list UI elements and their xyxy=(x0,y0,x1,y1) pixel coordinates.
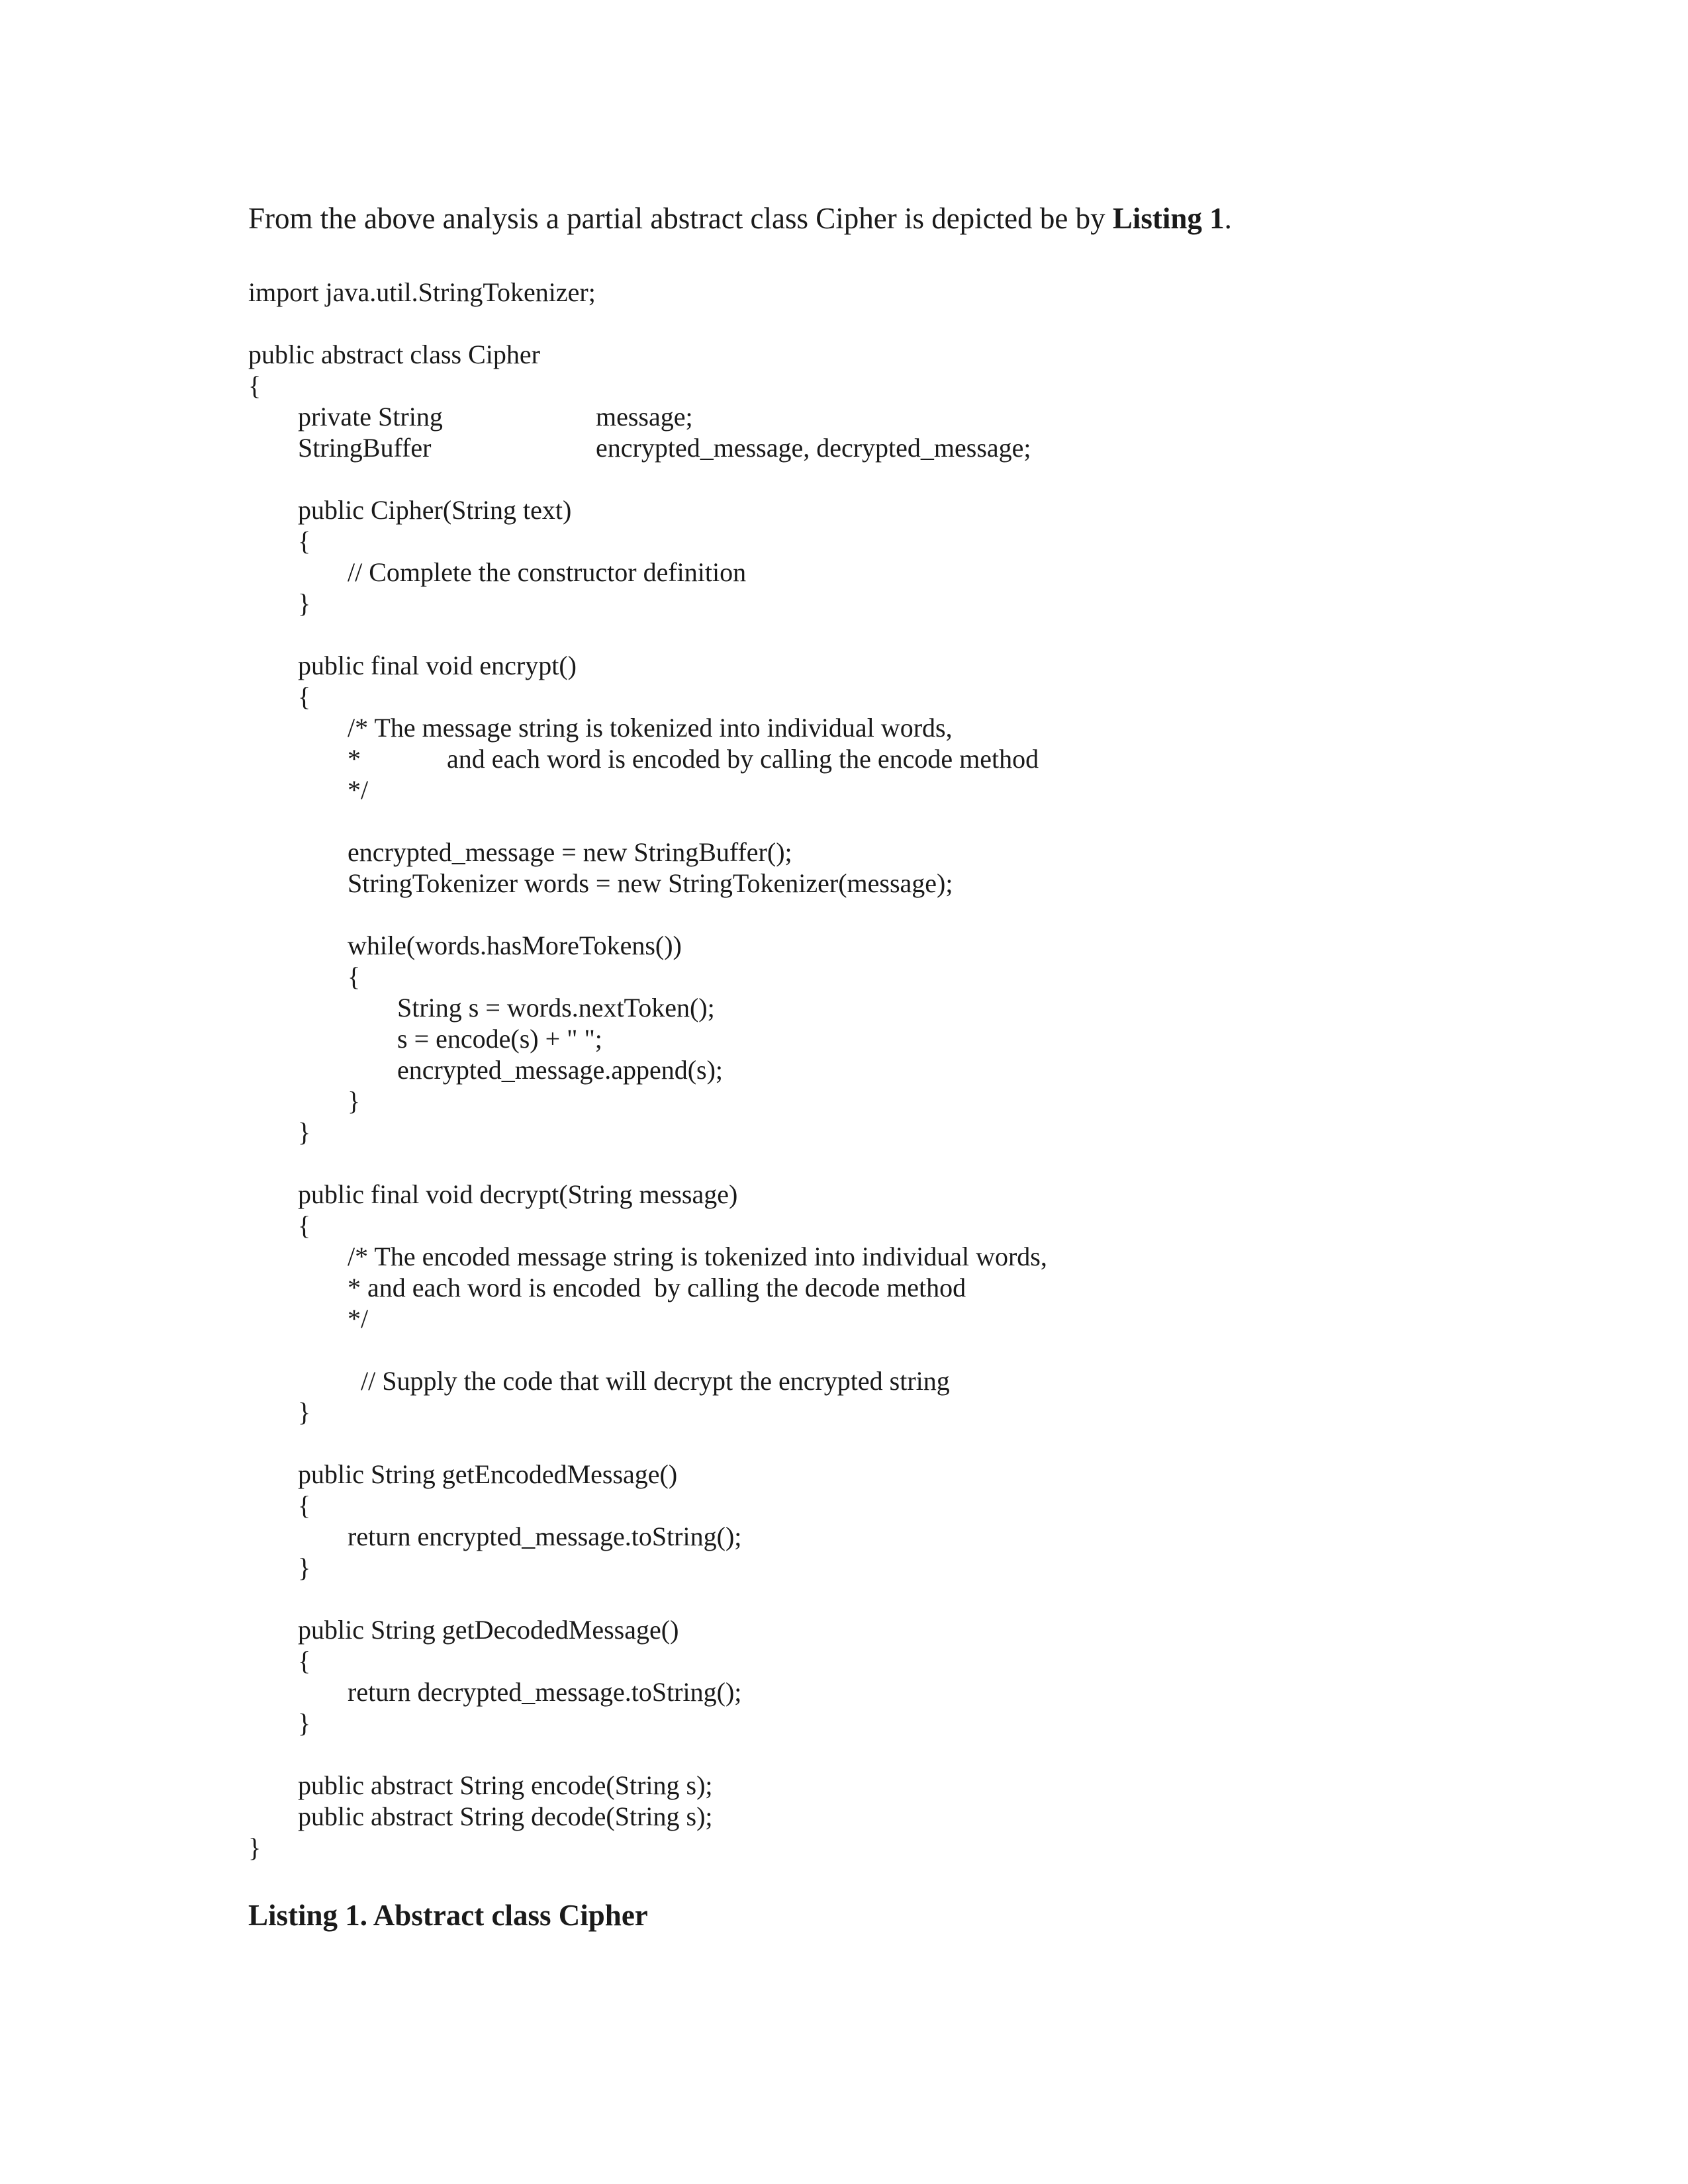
code-line-brace: { xyxy=(248,371,261,400)
code-line-brace: } xyxy=(298,1708,311,1738)
code-line-brace: } xyxy=(348,1086,361,1116)
intro-listing-ref: Listing 1 xyxy=(1112,202,1225,235)
code-line-brace: { xyxy=(298,682,311,711)
code-line-brace: } xyxy=(298,1397,311,1427)
code-line-field-message xyxy=(298,401,693,433)
code-line-brace: { xyxy=(298,526,311,556)
code-line-constructor: public Cipher(String text) xyxy=(298,495,572,525)
listing-caption: Listing 1. Abstract class Cipher xyxy=(248,1899,648,1932)
code-line-get-decoded-signature: public String getDecodedMessage() xyxy=(298,1615,679,1645)
code-line-field-buffers xyxy=(298,432,1031,464)
code-line-get-encoded-signature: public String getEncodedMessage() xyxy=(298,1459,678,1489)
code-line-statement: encrypted_message = new StringBuffer(); xyxy=(348,837,792,867)
code-line-brace: { xyxy=(348,962,361,991)
code-line-import: import java.util.StringTokenizer; xyxy=(248,277,596,307)
code-line-brace: } xyxy=(298,1553,311,1582)
code-line-while: while(words.hasMoreTokens()) xyxy=(348,931,682,960)
field-type: StringBuffer xyxy=(298,433,432,463)
code-line-comment: */ xyxy=(348,775,369,805)
comment-star: * xyxy=(348,744,361,774)
code-line-abstract-decode: public abstract String decode(String s); xyxy=(298,1801,713,1831)
code-line-encrypt-signature: public final void encrypt() xyxy=(298,651,577,680)
comment-text: and each word is encoded by calling the encode method xyxy=(447,744,1039,774)
code-line-comment: */ xyxy=(348,1304,369,1334)
code-line-abstract-encode: public abstract String encode(String s); xyxy=(298,1770,713,1800)
intro-period: . xyxy=(1224,202,1232,235)
code-line-decrypt-signature: public final void decrypt(String message) xyxy=(298,1179,738,1209)
code-line-statement: String s = words.nextToken(); xyxy=(397,993,715,1023)
code-line-class-declaration: public abstract class Cipher xyxy=(248,340,540,369)
code-line-statement: return encrypted_message.toString(); xyxy=(348,1522,742,1551)
code-line-statement: s = encode(s) + " "; xyxy=(397,1024,602,1054)
code-line-brace: } xyxy=(248,1833,261,1862)
code-line-brace: { xyxy=(298,1210,311,1240)
field-type: private String xyxy=(298,402,443,432)
code-listing xyxy=(248,0,1572,2184)
code-line-comment: /* The encoded message string is tokenized into individual words, xyxy=(348,1242,1047,1271)
code-line-comment: * and each word is encoded by calling the decode method xyxy=(348,1273,966,1302)
code-line-comment xyxy=(348,743,1039,775)
field-name: message; xyxy=(596,402,693,432)
code-line-brace: { xyxy=(298,1490,311,1520)
intro-text: From the above analysis a partial abstract class Cipher is depicted be by xyxy=(248,202,1113,235)
code-line-comment: // Supply the code that will decrypt the encrypted string xyxy=(361,1366,950,1396)
field-name: encrypted_message, decrypted_message; xyxy=(596,433,1031,463)
code-line-statement: encrypted_message.append(s); xyxy=(397,1055,724,1085)
code-line-brace: } xyxy=(298,1117,311,1147)
code-line-brace: { xyxy=(298,1646,311,1676)
code-line-brace: } xyxy=(298,588,311,618)
code-line-statement: return decrypted_message.toString(); xyxy=(348,1677,742,1707)
code-line-comment: // Complete the constructor definition xyxy=(348,557,747,587)
code-line-statement: StringTokenizer words = new StringTokenizer(message); xyxy=(348,868,953,898)
code-line-comment: /* The message string is tokenized into individual words, xyxy=(348,713,953,743)
